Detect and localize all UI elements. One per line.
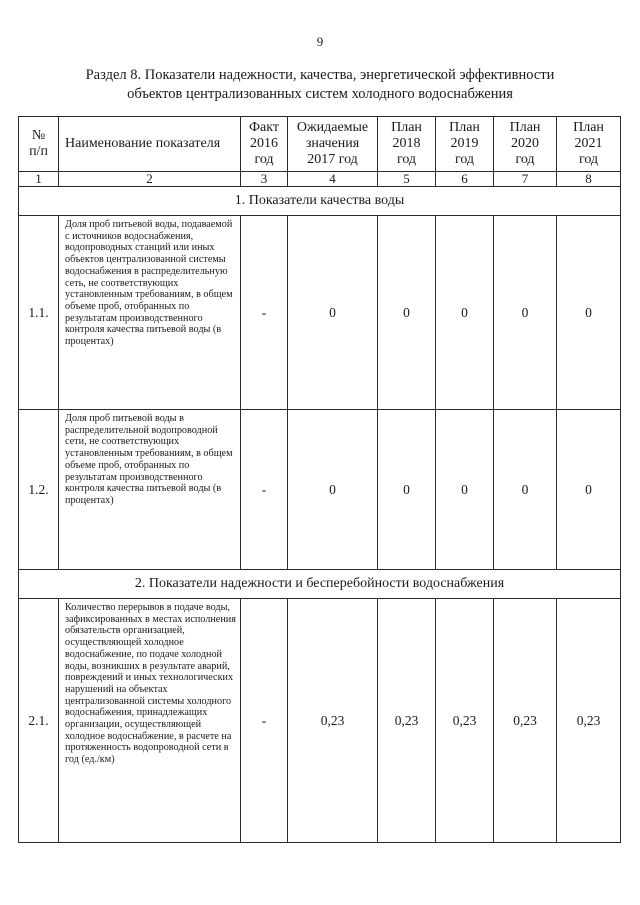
col-number: 6 xyxy=(436,172,494,187)
value-plan-2021: 0 xyxy=(557,410,621,570)
indicator-name: Доля проб питьевой воды в распределительной водопроводной сети, не соответствующих установленным требованиям, в общем объеме проб, отобранных по результатам производственного контроля качества питьевой воды (в процентах) xyxy=(59,410,241,570)
col-number: 2 xyxy=(59,172,241,187)
header-plan-2021: План 2021 год xyxy=(557,117,621,172)
table-row xyxy=(19,410,621,570)
value-fact-2016: - xyxy=(241,599,288,843)
column-numbers-row xyxy=(19,172,621,187)
value-plan-2021: 0 xyxy=(557,216,621,410)
indicator-name: Доля проб питьевой воды, подаваемой с источников водоснабжения, водопроводных станций или иных объектов централизованной системы водоснабжения в распределительную сеть, не соответствующих установленным требованиям, в общем объеме проб, отобранных по результатам производственного контроля качества питьевой воды (в процентах) xyxy=(59,216,241,410)
header-name: Наименование показателя xyxy=(59,117,241,172)
value-plan-2018: 0 xyxy=(378,216,436,410)
page-number: 9 xyxy=(316,34,324,49)
value-expected-2017: 0 xyxy=(288,216,378,410)
section-title xyxy=(40,66,600,104)
table-row xyxy=(19,599,621,843)
section-title-line-1: Раздел 8. Показатели надежности, качества, энергетической эффективности xyxy=(85,67,555,83)
section-title-line-2: объектов централизованных систем холодного водоснабжения xyxy=(127,86,513,102)
value-plan-2020: 0,23 xyxy=(494,599,557,843)
value-plan-2018: 0 xyxy=(378,410,436,570)
table-row xyxy=(19,216,621,410)
header-plan-2020: План 2020 год xyxy=(494,117,557,172)
value-plan-2021: 0,23 xyxy=(557,599,621,843)
value-fact-2016: - xyxy=(241,216,288,410)
value-fact-2016: - xyxy=(241,410,288,570)
col-number: 7 xyxy=(494,172,557,187)
indicators-table xyxy=(18,116,621,843)
col-number: 5 xyxy=(378,172,436,187)
section-row-water-quality xyxy=(19,187,621,216)
header-num: № п/п xyxy=(19,117,59,172)
section-row-reliability xyxy=(19,570,621,599)
value-plan-2019: 0,23 xyxy=(436,599,494,843)
section-heading: 2. Показатели надежности и бесперебойности водоснабжения xyxy=(19,570,621,599)
col-number: 1 xyxy=(19,172,59,187)
col-number: 8 xyxy=(557,172,621,187)
value-expected-2017: 0,23 xyxy=(288,599,378,843)
col-number: 4 xyxy=(288,172,378,187)
indicator-name: Количество перерывов в подаче воды, зафиксированных в местах исполнения обязательств организацией, осуществляющей холодное водоснабжение, по подаче холодной воды, возникших в результате аварий, повреждений и иных технологических нарушений на объектах централизованной системы холодного водоснабжения, принадлежащих организации, осуществляющей холодное водоснабжение, в расчете на протяженность водопроводной сети в год (ед./км) xyxy=(59,599,241,843)
header-row xyxy=(19,117,621,172)
value-plan-2019: 0 xyxy=(436,410,494,570)
row-number: 1.2. xyxy=(19,410,59,570)
header-plan-2018: План 2018 год xyxy=(378,117,436,172)
header-expected-2017: Ожидаемые значения 2017 год xyxy=(288,117,378,172)
row-number: 1.1. xyxy=(19,216,59,410)
col-number: 3 xyxy=(241,172,288,187)
header-fact-2016: Факт 2016 год xyxy=(241,117,288,172)
value-plan-2020: 0 xyxy=(494,216,557,410)
row-number: 2.1. xyxy=(19,599,59,843)
section-heading: 1. Показатели качества воды xyxy=(19,187,621,216)
value-expected-2017: 0 xyxy=(288,410,378,570)
value-plan-2020: 0 xyxy=(494,410,557,570)
value-plan-2018: 0,23 xyxy=(378,599,436,843)
header-plan-2019: План 2019 год xyxy=(436,117,494,172)
value-plan-2019: 0 xyxy=(436,216,494,410)
